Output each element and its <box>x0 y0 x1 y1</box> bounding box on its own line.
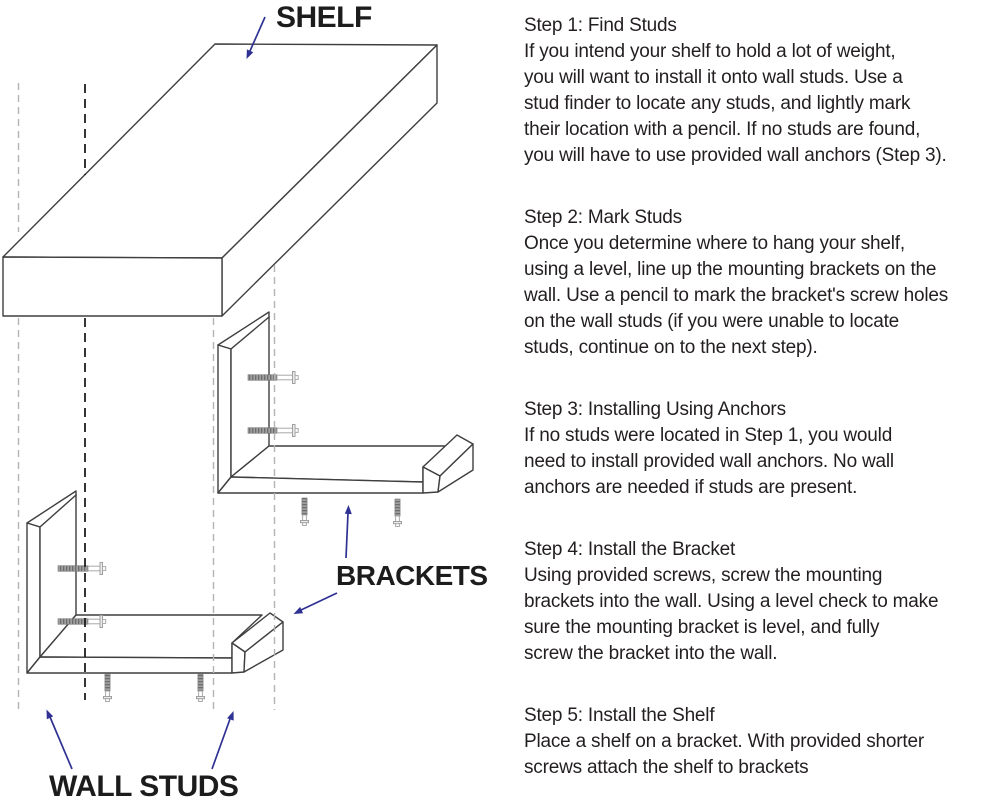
step-line: their location with a pencil. If no studs are found, <box>524 119 921 140</box>
step-block <box>524 703 985 781</box>
step-line: Once you determine where to hang your shelf, <box>524 233 905 254</box>
step-line: screws attach the shelf to brackets <box>524 757 809 778</box>
step-line: screw the bracket into the wall. <box>524 643 778 664</box>
brackets-arrow-down <box>294 593 338 614</box>
upper-bracket-drawing <box>218 312 473 493</box>
wall-studs-arrow-right <box>212 711 234 769</box>
shelf-screw <box>197 674 205 702</box>
brackets-arrow-up <box>345 505 352 558</box>
wall-studs-label: WALL STUDS <box>49 770 239 803</box>
step-title: Step 1: Find Studs <box>524 15 677 36</box>
step-block <box>524 537 985 667</box>
step-block <box>524 205 985 361</box>
shelf-screw <box>104 674 112 702</box>
step-line: studs, continue on to the next step). <box>524 337 818 358</box>
step-line: If no studs were located in Step 1, you would <box>524 425 893 446</box>
step-title: Step 3: Installing Using Anchors <box>524 399 786 420</box>
step-block <box>524 397 985 501</box>
brackets-label: BRACKETS <box>336 560 488 591</box>
shelf-screw <box>394 499 402 527</box>
step-line: brackets into the wall. Using a level check to make <box>524 591 939 612</box>
step-line: Place a shelf on a bracket. With provided shorter <box>524 731 924 752</box>
step-title: Step 2: Mark Studs <box>524 207 682 228</box>
lower-bracket-drawing <box>27 491 283 673</box>
shelf-screw <box>301 498 309 526</box>
instruction-steps <box>524 13 985 806</box>
step-line: If you intend your shelf to hold a lot of weight, <box>524 41 896 62</box>
shelf-front-face <box>3 257 222 316</box>
step-block <box>524 13 985 169</box>
step-line: using a level, line up the mounting brackets on the <box>524 259 937 280</box>
step-line: anchors are needed if studs are present. <box>524 477 858 498</box>
shelf-label: SHELF <box>276 1 372 34</box>
step-title: Step 4: Install the Bracket <box>524 539 736 560</box>
step-line: you will want to install it onto wall studs. Use a <box>524 67 903 88</box>
step-line: on the wall studs (if you were unable to locate <box>524 311 900 332</box>
step-line: need to install provided wall anchors. No wall <box>524 451 894 472</box>
step-line: wall. Use a pencil to mark the bracket's screw holes <box>524 285 949 306</box>
step-line: Using provided screws, screw the mounting <box>524 565 883 586</box>
step-line: sure the mounting bracket is level, and fully <box>524 617 880 638</box>
step-line: you will have to use provided wall anchors (Step 3). <box>524 145 947 166</box>
wall-studs-arrow-left <box>47 710 73 770</box>
step-title: Step 5: Install the Shelf <box>524 705 715 726</box>
step-line: stud finder to locate any studs, and lightly mark <box>524 93 911 114</box>
shelf-drawing <box>3 44 437 316</box>
